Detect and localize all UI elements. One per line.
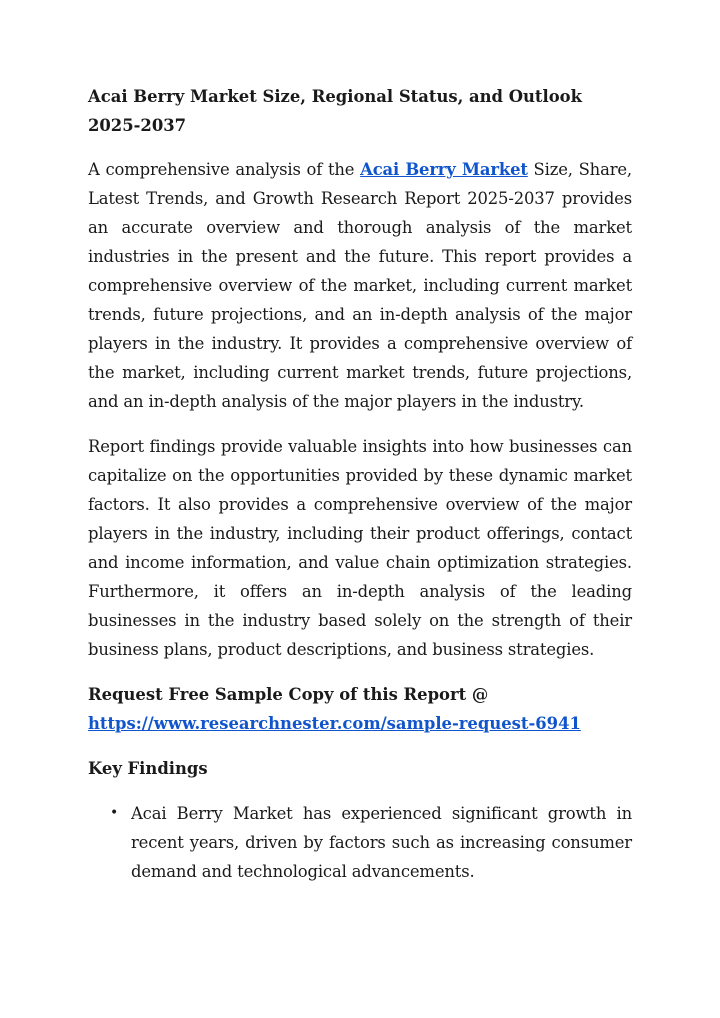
intro-text-before-link: A comprehensive analysis of the	[88, 160, 361, 179]
bullet-icon: •	[110, 805, 119, 821]
list-item-text: Acai Berry Market has experienced significant growth in recent years, driven by factors such as increasing consumer demand and technological advancements.	[131, 804, 632, 881]
document-title: Acai Berry Market Size, Regional Status, and Outlook 2025-2037	[88, 87, 582, 135]
key-findings-list	[88, 799, 632, 886]
list-item	[88, 799, 632, 886]
key-findings-heading: Key Findings	[88, 759, 208, 778]
intro-paragraph	[88, 155, 632, 416]
acai-berry-market-link[interactable]: Acai Berry Market	[360, 160, 528, 179]
sample-request-link[interactable]: https://www.researchnester.com/sample-request-6941	[88, 714, 581, 733]
findings-paragraph: Report findings provide valuable insights into how businesses can capitalize on the opportunities provided by these dynamic market factors. It also provides a comprehensive overview of the major players in the industry, including their product offerings, contact and income information, and value chain optimization strategies. Furthermore, it offers an in-depth analysis of the leading businesses in the industry based solely on the strength of their business plans, product descriptions, and business strategies.	[88, 437, 632, 659]
sample-request-label: Request Free Sample Copy of this Report @	[88, 685, 489, 704]
sample-request-block	[88, 680, 632, 738]
intro-text-after-link: Size, Share, Latest Trends, and Growth Research Report 2025-2037 provides an accurate overview and thorough analysis of the market industries in the present and the future. This report provides a comprehensive overview of the market, including current market trends, future projections, and an in-depth analysis of the major players in the industry. It provides a comprehensive overview of the market, including current market trends, future projections, and an in-depth analysis of the major players in the industry.	[88, 160, 632, 411]
